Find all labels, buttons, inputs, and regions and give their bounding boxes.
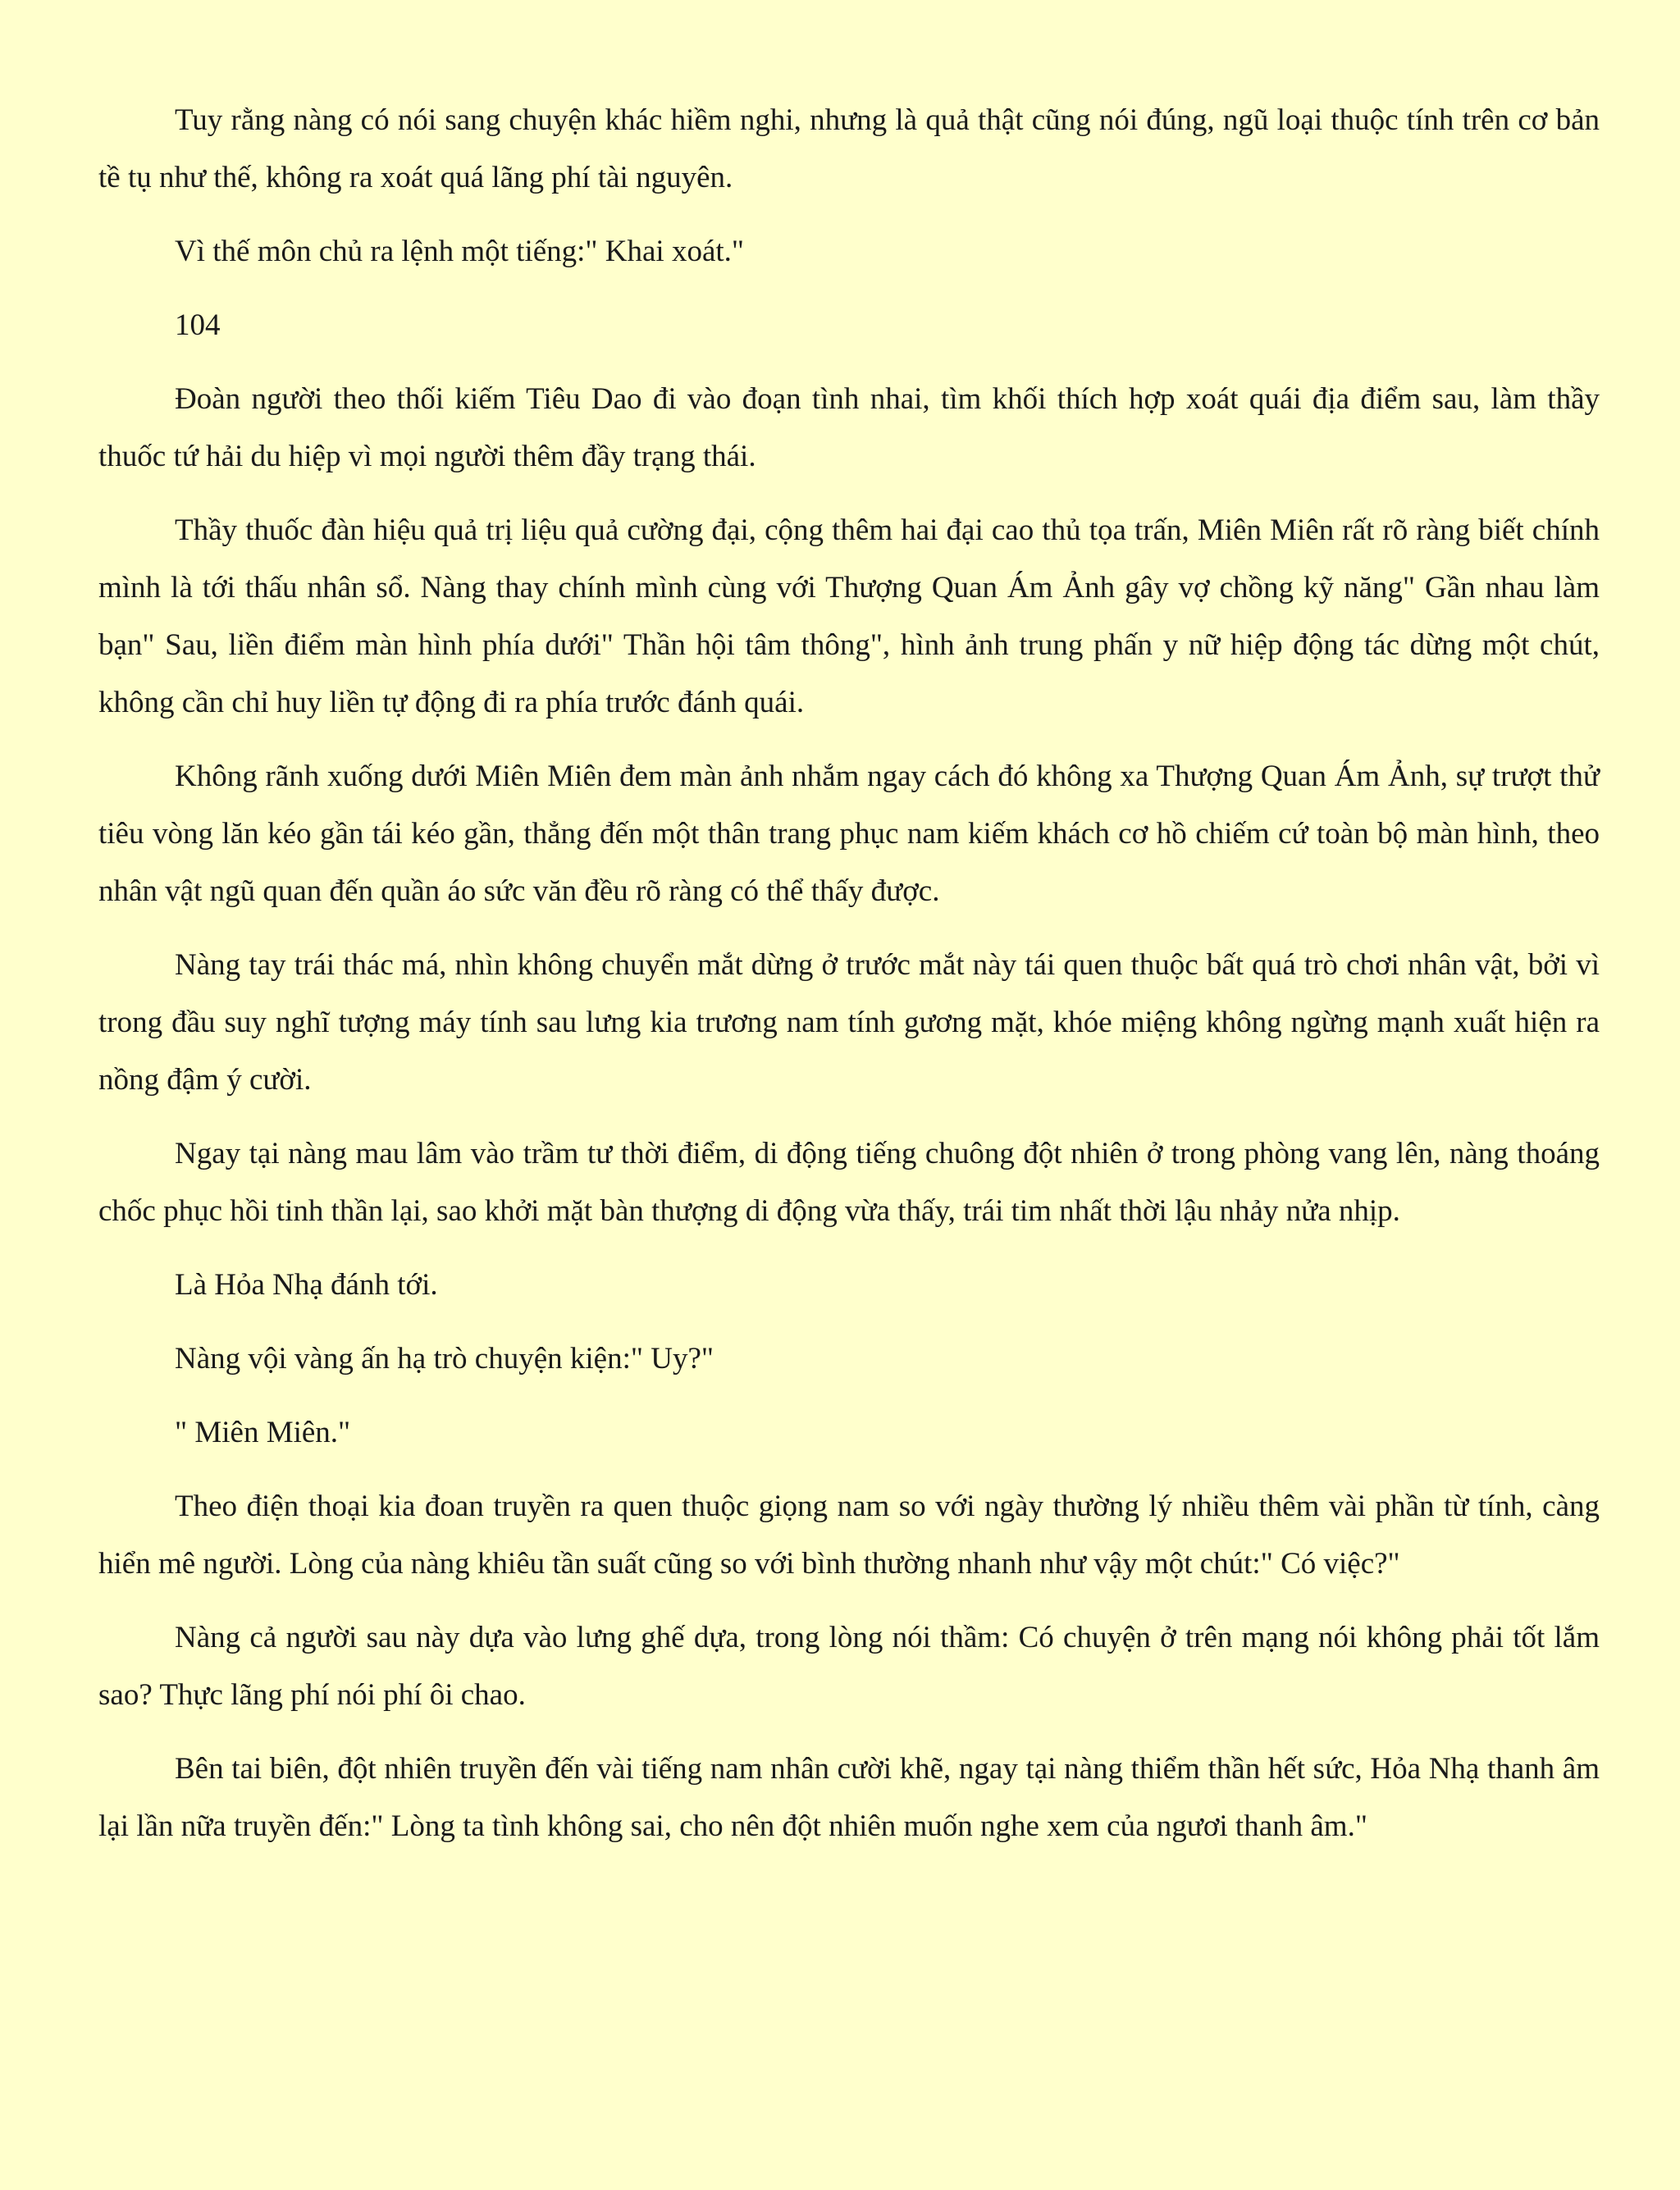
paragraph-10: " Miên Miên." [175,1416,351,1449]
paragraph-12: Nàng cả người sau này dựa vào lưng ghế dựa, trong lòng nói thầm: Có chuyện ở trên mạng nói không phải tốt lắm sao? Thực lãng phí nói phí ôi chao. [98,1621,1600,1712]
paragraph-3: Đoàn người theo thối kiếm Tiêu Dao đi vào đoạn tình nhai, tìm khối thích hợp xoát quái địa điểm sau, làm thầy thuốc tứ hải du hiệp vì mọi người thêm đầy trạng thái. [98,382,1600,473]
page-number-marker: 104 [175,308,221,342]
paragraph-2: Vì thế môn chủ ra lệnh một tiếng:" Khai xoát." [175,235,745,268]
paragraph-13: Bên tai biên, đột nhiên truyền đến vài tiếng nam nhân cười khẽ, ngay tại nàng thiểm thần hết sức, Hỏa Nhạ thanh âm lại lần nữa truyền đến:" Lòng ta tình không sai, cho nên đột nhiên muốn nghe xem của ngươi thanh âm." [98,1752,1600,1843]
paragraph-5: Không rãnh xuống dưới Miên Miên đem màn ảnh nhắm ngay cách đó không xa Thượng Quan Ám Ảnh, sự trượt thử tiêu vòng lăn kéo gần tái kéo gần, thẳng đến một thân trang phục nam kiếm khách cơ hồ chiếm cứ toàn bộ màn hình, theo nhân vật ngũ quan đến quần áo sức văn đều rõ ràng có thể thấy được. [98,760,1600,908]
paragraph-1: Tuy rằng nàng có nói sang chuyện khác hiềm nghi, nhưng là quả thật cũng nói đúng, ngũ loại thuộc tính trên cơ bản tề tụ như thế, không ra xoát quá lãng phí tài nguyên. [98,103,1600,194]
paragraph-6: Nàng tay trái thác má, nhìn không chuyển mắt dừng ở trước mắt này tái quen thuộc bất quá trò chơi nhân vật, bởi vì trong đầu suy nghĩ tượng máy tính sau lưng kia trương nam tính gương mặt, khóe miệng không ngừng mạnh xuất hiện ra nồng đậm ý cười. [98,948,1600,1097]
document-body [98,92,1600,1855]
paragraph-7: Ngay tại nàng mau lâm vào trầm tư thời điểm, di động tiếng chuông đột nhiên ở trong phòng vang lên, nàng thoáng chốc phục hồi tinh thần lại, sao khởi mặt bàn thượng di động vừa thấy, trái tim nhất thời lậu nhảy nửa nhịp. [98,1137,1600,1228]
paragraph-11: Theo điện thoại kia đoan truyền ra quen thuộc giọng nam so với ngày thường lý nhiều thêm vài phần từ tính, càng hiển mê người. Lòng của nàng khiêu tần suất cũng so với bình thường nhanh như vậy một chút:" Có việc?" [98,1490,1600,1581]
paragraph-8: Là Hỏa Nhạ đánh tới. [175,1268,438,1302]
paragraph-9: Nàng vội vàng ấn hạ trò chuyện kiện:" Uy?" [175,1342,714,1376]
paragraph-4: Thầy thuốc đàn hiệu quả trị liệu quả cường đại, cộng thêm hai đại cao thủ tọa trấn, Miên Miên rất rõ ràng biết chính mình là tới thấu nhân sổ. Nàng thay chính mình cùng với Thượng Quan Ám Ảnh gây vợ chồng kỹ năng" Gần nhau làm bạn" Sau, liền điểm màn hình phía dưới" Thần hội tâm thông", hình ảnh trung phấn y nữ hiệp động tác dừng một chút, không cần chỉ huy liền tự động đi ra phía trước đánh quái. [98,513,1600,719]
